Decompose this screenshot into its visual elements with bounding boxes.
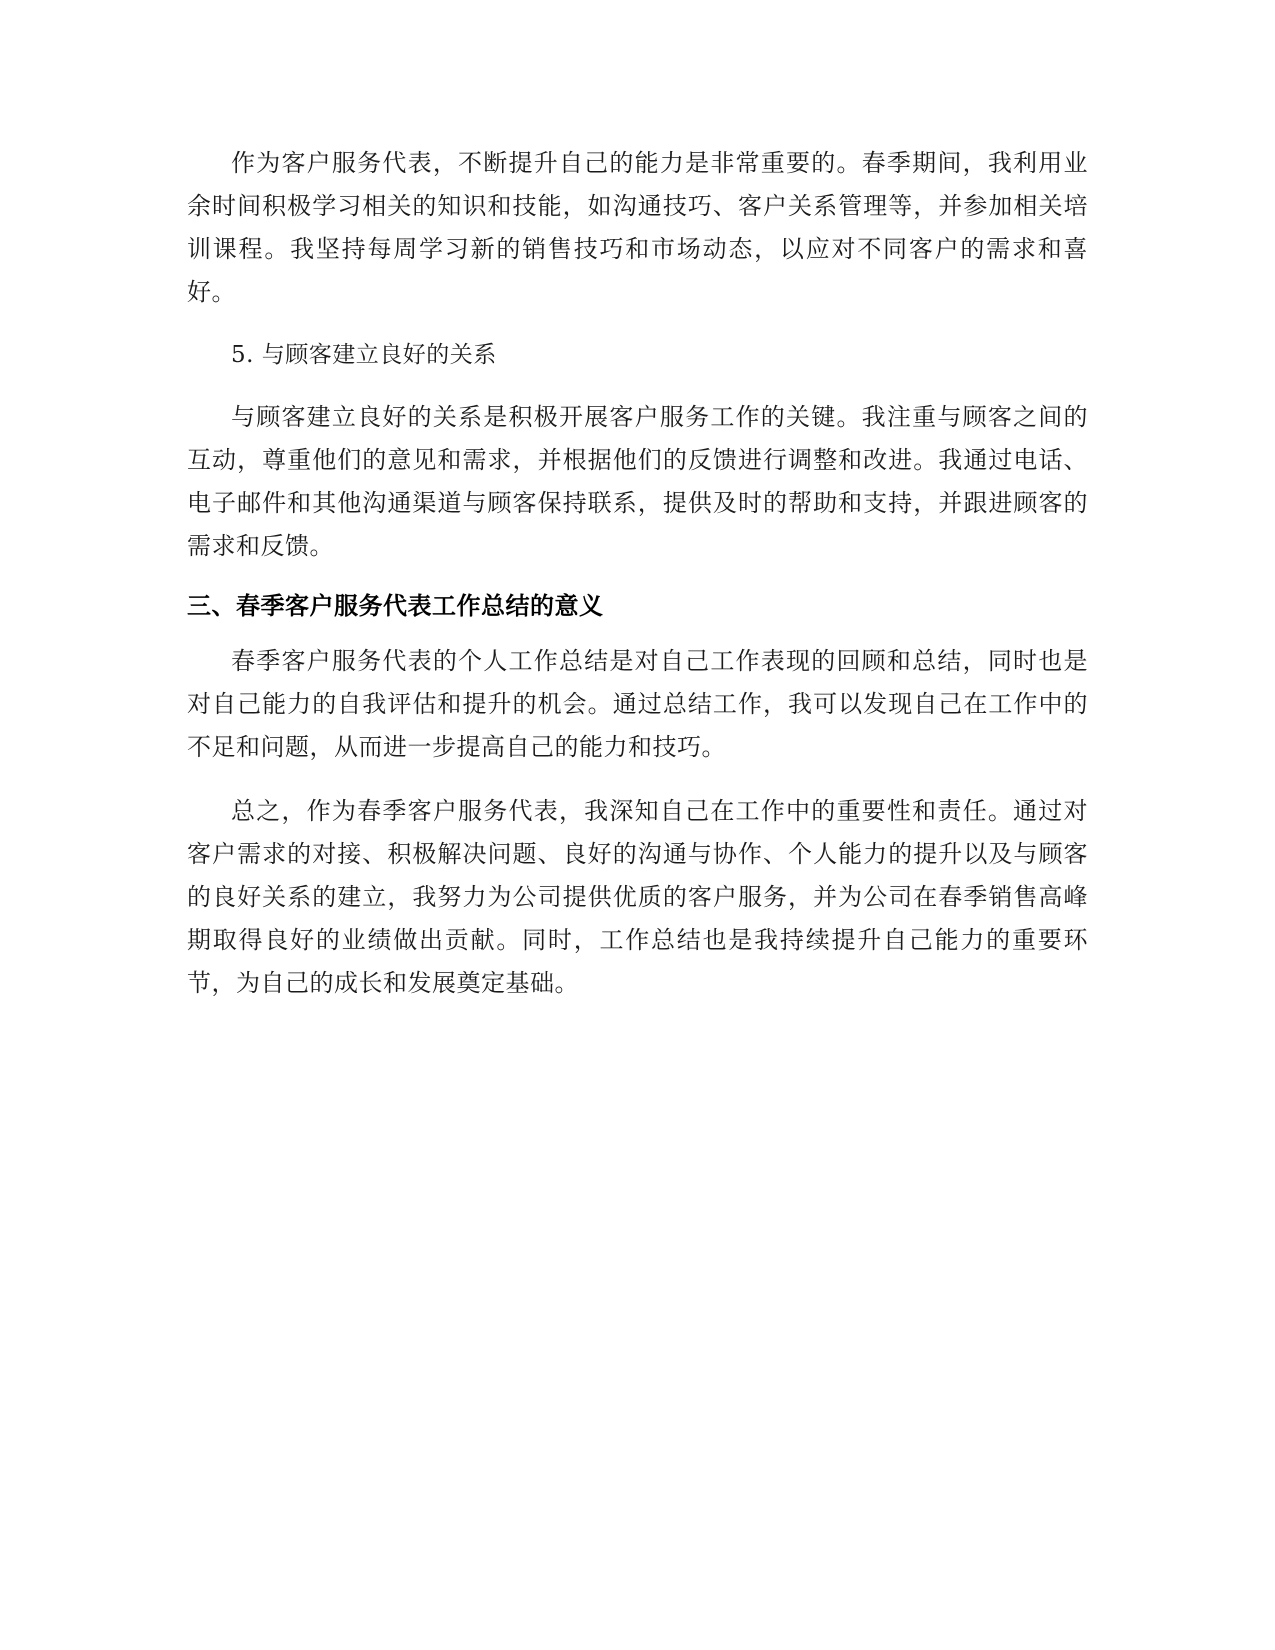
subheading-customer-relationships: 5. 与顾客建立良好的关系: [231, 342, 497, 368]
document-body: [187, 142, 1088, 1005]
paragraph-customer-relationships: 与顾客建立良好的关系是积极开展客户服务工作的关键。我注重与顾客之间的互动，尊重他们的意见和需求，并根据他们的反馈进行调整和改进。我通过电话、电子邮件和其他沟通渠道与顾客保持联系，提供及时的帮助和支持，并跟进顾客的需求和反馈。: [187, 403, 1088, 560]
paragraph-significance: 春季客户服务代表的个人工作总结是对自己工作表现的回顾和总结，同时也是对自己能力的自我评估和提升的机会。通过总结工作，我可以发现自己在工作中的不足和问题，从而进一步提高自己的能力和技巧。: [187, 647, 1088, 761]
paragraph-conclusion: 总之，作为春季客户服务代表，我深知自己在工作中的重要性和责任。通过对客户需求的对接、积极解决问题、良好的沟通与协作、个人能力的提升以及与顾客的良好关系的建立，我努力为公司提供优质的客户服务，并为公司在春季销售高峰期取得良好的业绩做出贡献。同时，工作总结也是我持续提升自己能力的重要环节，为自己的成长和发展奠定基础。: [187, 797, 1088, 997]
paragraph-self-improvement: 作为客户服务代表，不断提升自己的能力是非常重要的。春季期间，我利用业余时间积极学习相关的知识和技能，如沟通技巧、客户关系管理等，并参加相关培训课程。我坚持每周学习新的销售技巧和市场动态，以应对不同客户的需求和喜好。: [187, 149, 1088, 306]
section-heading-significance: 三、春季客户服务代表工作总结的意义: [187, 592, 604, 620]
